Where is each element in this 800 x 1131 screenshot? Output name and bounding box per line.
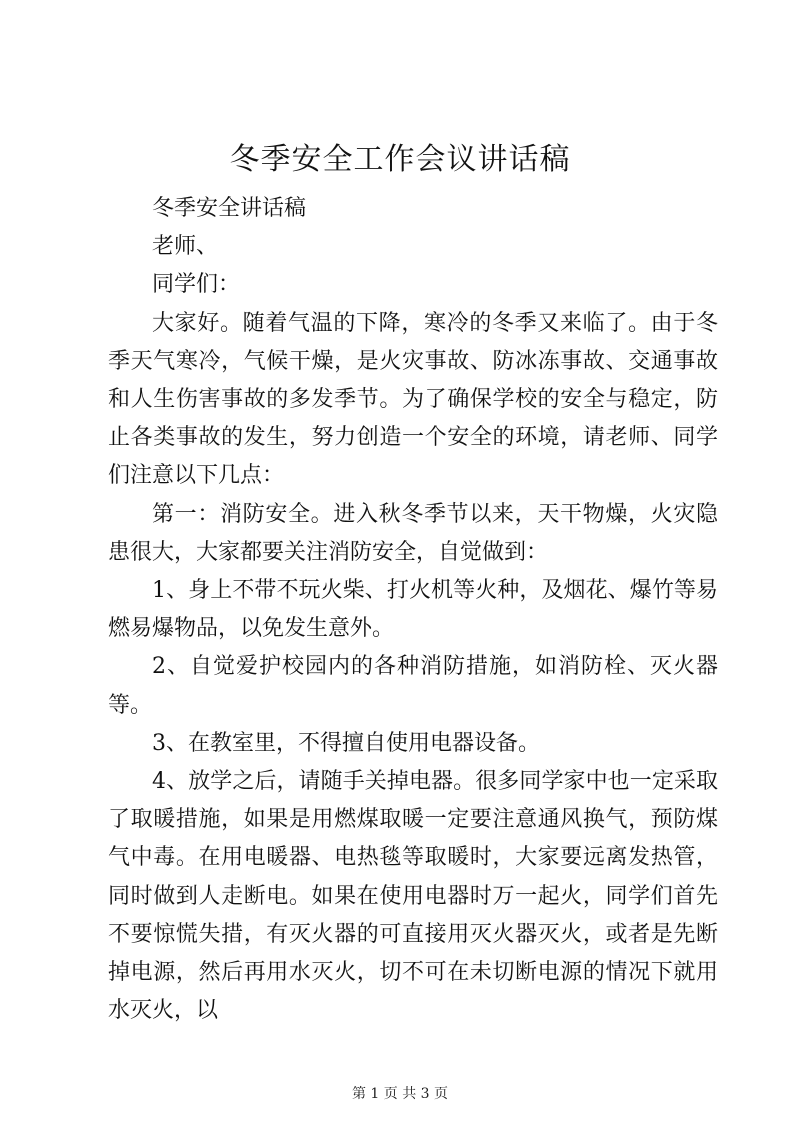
document-title: 冬季安全工作会议讲话稿 bbox=[229, 142, 571, 177]
paragraph-item-1: 1、身上不带不玩火柴、打火机等火种，及烟花、爆竹等易燃易爆物品，以免发生意外。 bbox=[108, 578, 718, 642]
page-footer: 第 1 页 共 3 页 bbox=[351, 1086, 449, 1102]
paragraph-salutation-teachers: 老师、 bbox=[152, 234, 219, 260]
paragraph-fire-safety: 第一：消防安全。进入秋冬季节以来，天干物燥，火灾隐患很大，大家都要关注消防安全，自觉做到： bbox=[108, 501, 718, 565]
paragraph-salutation-students: 同学们： bbox=[152, 272, 241, 298]
document-body bbox=[108, 190, 718, 1030]
paragraph-item-4: 4、放学之后，请随手关掉电器。很多同学家中也一定采取了取暖措施，如果是用燃煤取暖一定要注意通风换气，预防煤气中毒。在用电暖器、电热毯等取暖时，大家要远离发热管，同时做到人走断电。如果在使用电器时万一起火，同学们首先不要惊慌失措，有灭火器的可直接用灭火器灭火，或者是先断掉电源，然后再用水灭火，切不可在未切断电源的情况下就用水灭火，以 bbox=[108, 769, 718, 1024]
paragraph-item-2: 2、自觉爱护校园内的各种消防措施，如消防栓、灭火器等。 bbox=[108, 654, 718, 718]
paragraph-item-3: 3、在教室里，不得擅自使用电器设备。 bbox=[152, 730, 540, 756]
paragraph-heading: 冬季安全讲话稿 bbox=[152, 196, 307, 221]
paragraph-intro: 大家好。随着气温的下降，寒冷的冬季又来临了。由于冬季天气寒冷，气候干燥，是火灾事故、防冰冻事故、交通事故和人生伤害事故的多发季节。为了确保学校的安全与稳定，防止各类事故的发生，努力创造一个安全的环境，请老师、同学们注意以下几点： bbox=[108, 310, 718, 489]
